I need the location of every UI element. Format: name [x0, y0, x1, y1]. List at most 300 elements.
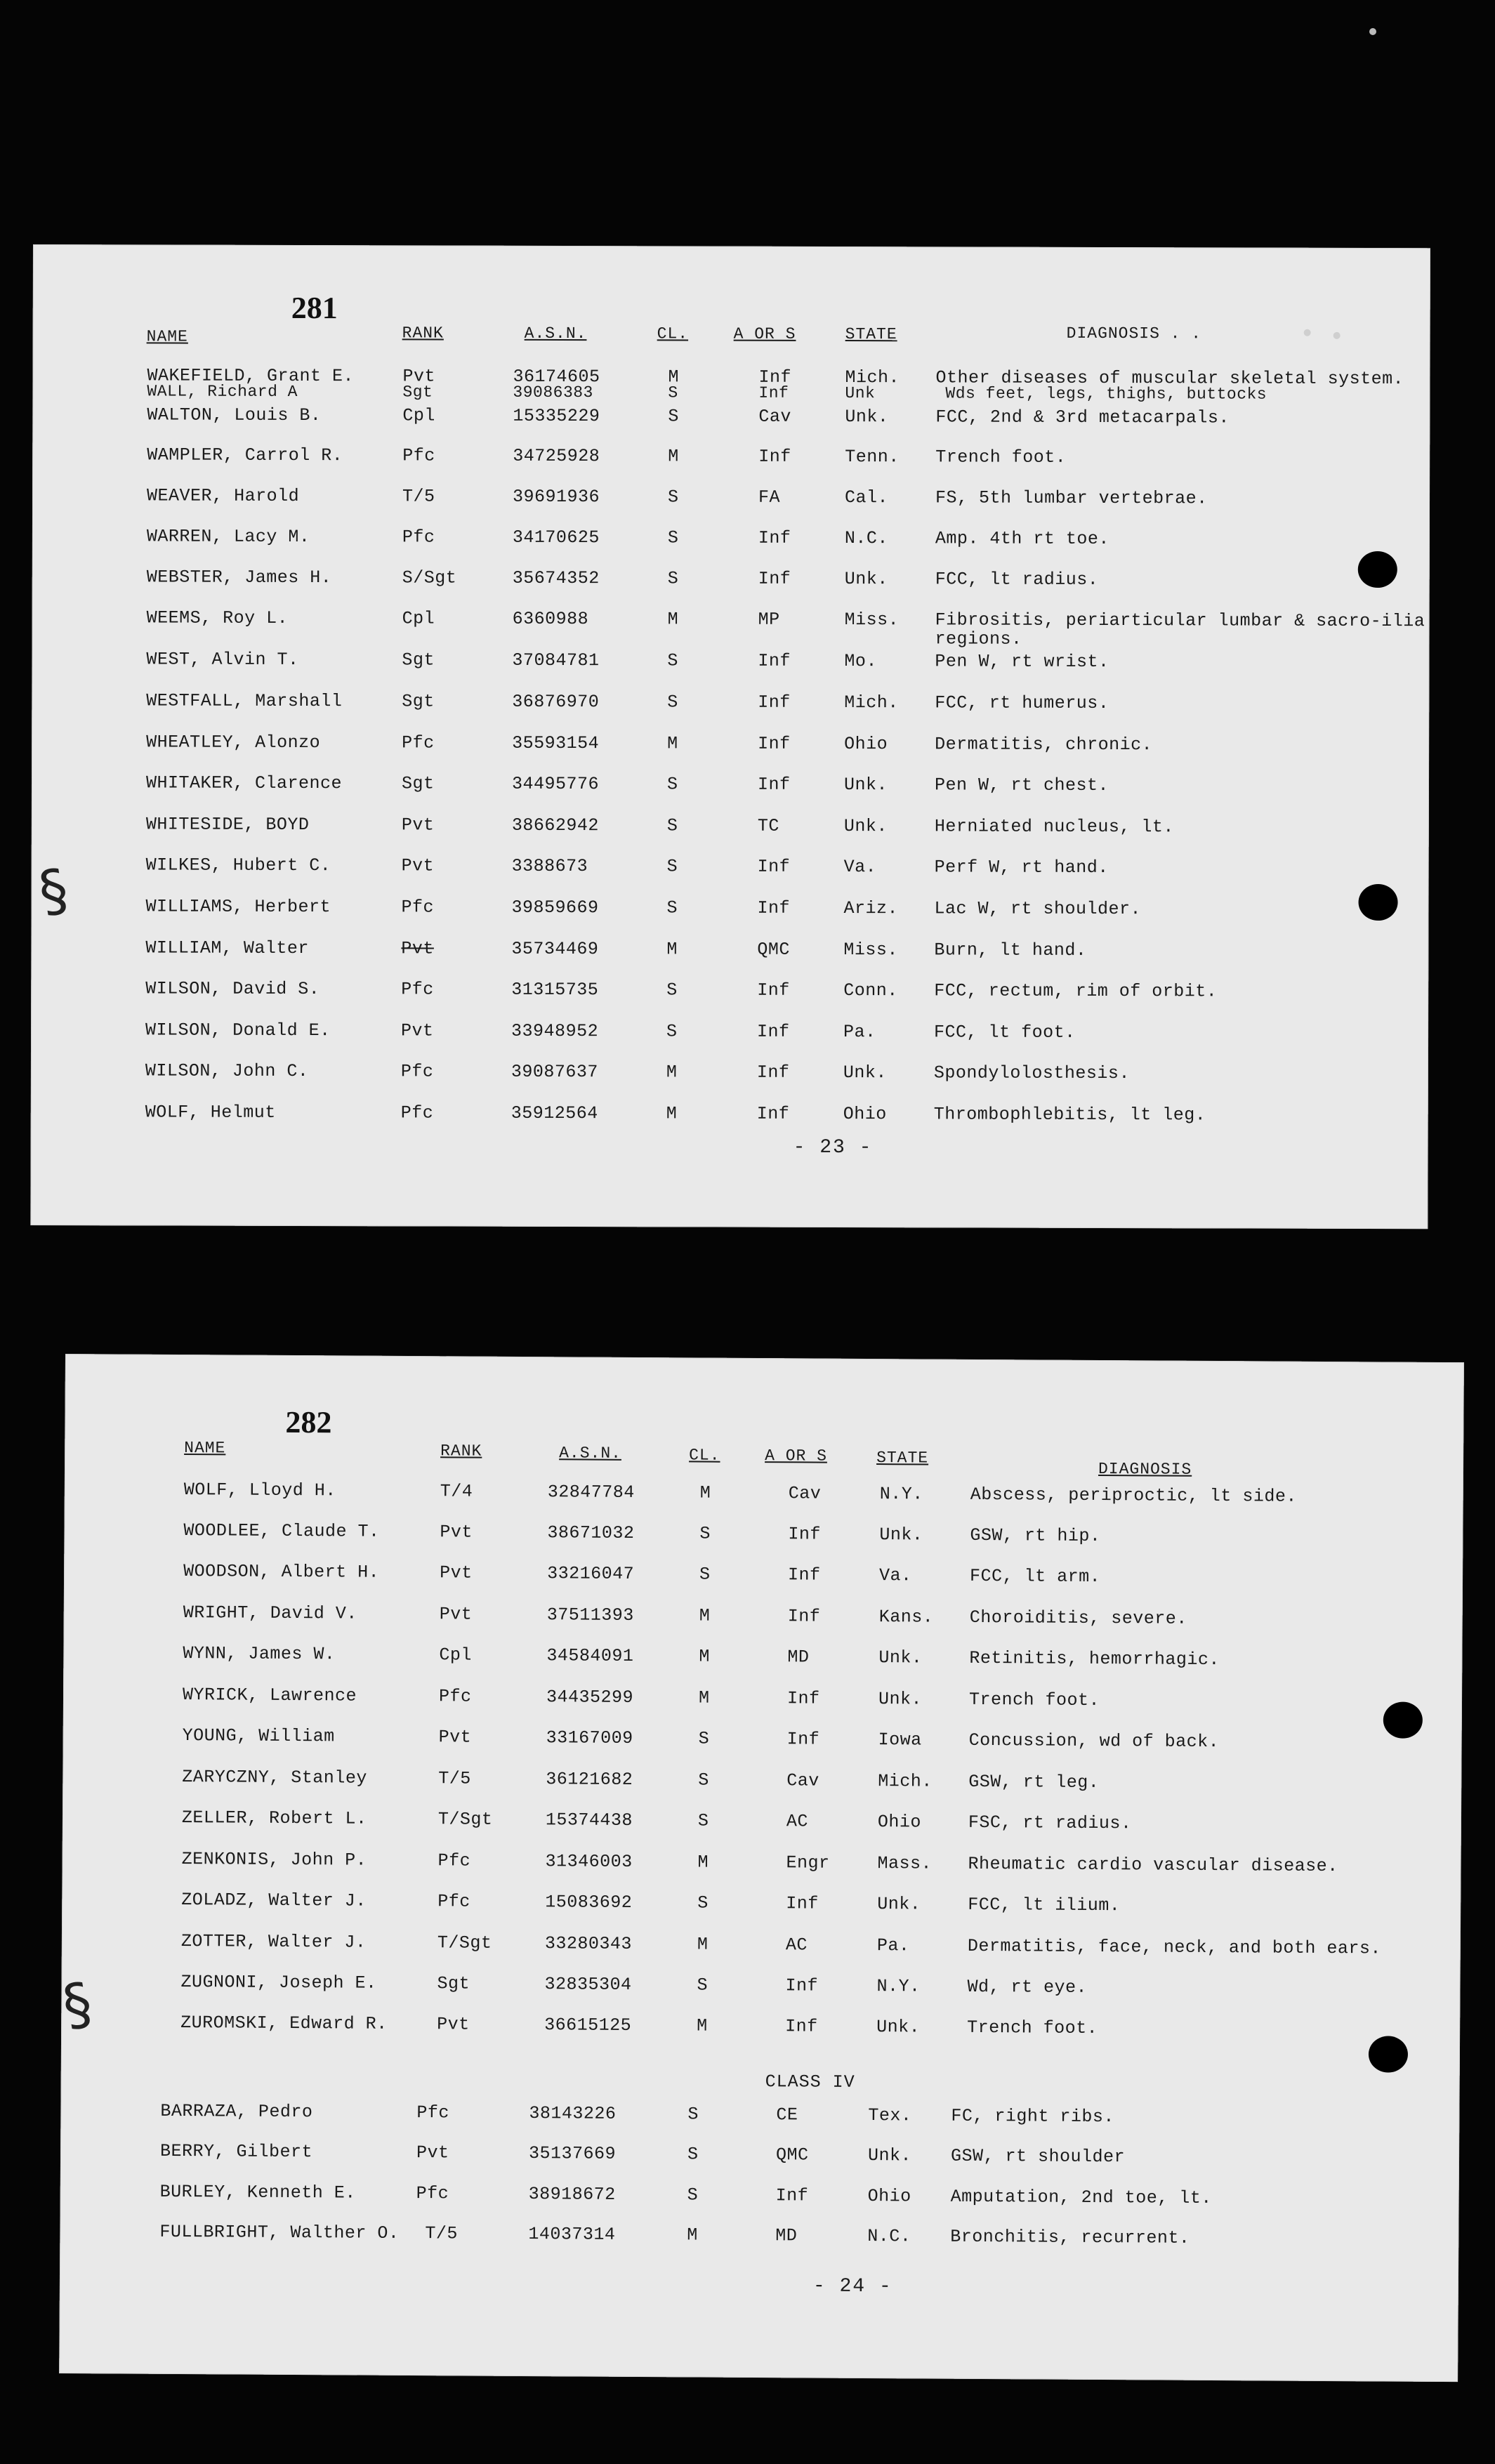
- cell-state: N.Y.: [876, 1976, 921, 1997]
- cell-asn: 34584091: [546, 1645, 634, 1666]
- cell-asn: 39691936: [513, 486, 600, 508]
- cell-a-or-s: MD: [775, 2225, 798, 2246]
- cell-state: Unk.: [843, 1062, 887, 1083]
- cell-rank: Pvt: [401, 815, 435, 836]
- table-row: [31, 978, 1428, 1010]
- cell-name: WHITESIDE, BOYD: [145, 814, 310, 836]
- cell-name: WILSON, Donald E.: [145, 1020, 331, 1041]
- cell-asn: 32847784: [547, 1482, 635, 1503]
- cell-rank: Pfc: [402, 527, 435, 548]
- cell-cl: M: [667, 609, 679, 630]
- cell-a-or-s: Inf: [758, 650, 791, 671]
- header-asn: A.S.N.: [559, 1444, 622, 1463]
- cell-name: WESTFALL, Marshall: [146, 690, 343, 712]
- cell-state: Ohio: [844, 734, 888, 755]
- cell-name: WEEMS, Roy L.: [146, 607, 289, 628]
- paper-speck: [1333, 332, 1341, 339]
- table-row: [60, 2181, 1459, 2218]
- cell-state: Ohio: [843, 1104, 887, 1125]
- cell-diagnosis: Retinitis, hemorrhagic.: [969, 1647, 1220, 1671]
- cell-state: Conn.: [843, 980, 898, 1001]
- cell-state: N.C.: [844, 528, 888, 549]
- cell-asn: 38143226: [529, 2103, 617, 2124]
- page-footer: - 23 -: [793, 1136, 873, 1159]
- cell-name: WILKES, Hubert C.: [145, 855, 331, 876]
- cell-diagnosis: Bronchitis, recurrent.: [950, 2226, 1190, 2248]
- cell-rank: Pvt: [440, 1562, 473, 1583]
- cell-name: WOODSON, Albert H.: [183, 1561, 380, 1583]
- cell-state: Unk.: [879, 1524, 923, 1546]
- table-row: [61, 2012, 1460, 2048]
- cell-cl: S: [667, 692, 678, 713]
- header-cl: CL.: [657, 324, 689, 343]
- cell-name: ZOTTER, Walter J.: [180, 1931, 367, 1953]
- page-footer: - 24 -: [812, 2275, 893, 2298]
- cell-diagnosis: Abscess, periproctic, lt side.: [970, 1484, 1297, 1507]
- table-row: [31, 1102, 1428, 1133]
- cell-cl: S: [667, 568, 679, 589]
- table-row: [60, 2140, 1459, 2177]
- cell-rank: T/Sgt: [437, 1809, 493, 1830]
- roster-page-281: [30, 244, 1430, 1229]
- cell-state: Unk.: [845, 407, 889, 428]
- cell-name: WOLF, Helmut: [145, 1102, 276, 1123]
- cell-name: WILLIAM, Walter: [145, 937, 309, 959]
- cell-rank: Sgt: [401, 773, 435, 794]
- cell-name: WAKEFIELD, Grant E.: [147, 365, 355, 387]
- cell-rank: Pfc: [437, 1850, 471, 1871]
- cell-diagnosis: Pen W, rt wrist.: [935, 651, 1109, 673]
- table-row: [32, 526, 1430, 558]
- table-row: [64, 1602, 1463, 1638]
- cell-a-or-s: TC: [757, 815, 779, 836]
- cell-rank: Pvt: [416, 2142, 449, 2163]
- cell-a-or-s: Inf: [758, 692, 791, 713]
- cell-diagnosis: FCC, lt foot.: [934, 1022, 1076, 1043]
- cell-diagnosis: Amp. 4th rt toe.: [935, 528, 1109, 550]
- cell-a-or-s: Inf: [786, 1688, 820, 1709]
- cell-cl: M: [667, 733, 678, 754]
- cell-a-or-s: Cav: [788, 1483, 822, 1504]
- cell-rank: Pvt: [401, 855, 435, 876]
- cell-cl: S: [687, 2144, 699, 2165]
- cell-a-or-s: AC: [786, 1811, 809, 1832]
- cell-cl: S: [666, 774, 678, 795]
- cell-state: Mich.: [844, 692, 899, 713]
- cell-cl: M: [668, 446, 679, 467]
- cell-cl: M: [698, 1687, 710, 1708]
- cell-a-or-s: Inf: [788, 1564, 821, 1586]
- cell-name: ZUGNONI, Joseph E.: [180, 1972, 377, 1994]
- header-name: NAME: [146, 327, 188, 346]
- cell-state: Unk.: [878, 1689, 923, 1710]
- cell-a-or-s: Inf: [785, 1975, 819, 1996]
- cell-cl: S: [666, 856, 678, 877]
- cell-rank: T/4: [440, 1481, 473, 1502]
- cell-state: Unk.: [878, 1647, 923, 1668]
- cell-diagnosis: Trench foot.: [935, 447, 1067, 468]
- cell-cl: S: [698, 1728, 710, 1749]
- cell-asn: 34170625: [512, 527, 600, 548]
- cell-rank: Pvt: [437, 2014, 470, 2035]
- cell-diagnosis: Other diseases of muscular skeletal system.: [935, 367, 1404, 390]
- cell-a-or-s: MP: [758, 609, 780, 630]
- cell-state: Tex.: [868, 2105, 912, 2126]
- cell-a-or-s: AC: [785, 1935, 808, 1956]
- table-row: [31, 1020, 1428, 1051]
- cell-diagnosis: Fibrositis, periarticular lumbar & sacro-ilia: [935, 610, 1425, 632]
- cell-cl: S: [667, 650, 679, 671]
- cell-asn: 33280343: [544, 1933, 633, 1954]
- table-row: [32, 607, 1430, 650]
- cell-a-or-s: Inf: [787, 1606, 821, 1627]
- cell-name: FULLBRIGHT, Walther O.: [159, 2221, 400, 2244]
- header-asn: A.S.N.: [524, 324, 587, 343]
- cell-a-or-s: Inf: [785, 2016, 818, 2037]
- cell-cl: S: [668, 406, 679, 427]
- cell-asn: 35137669: [528, 2143, 617, 2164]
- cell-name: BARRAZA, Pedro: [160, 2100, 313, 2123]
- cell-a-or-s: Inf: [758, 383, 789, 402]
- table-row: [32, 732, 1429, 763]
- header-rank: RANK: [440, 1442, 482, 1461]
- cell-name: BURLEY, Kenneth E.: [159, 2181, 356, 2203]
- cell-diagnosis: FC, right ribs.: [951, 2105, 1115, 2128]
- cell-diagnosis: FS, 5th lumbar vertebrae.: [935, 487, 1208, 509]
- table-row: [63, 1684, 1462, 1720]
- scan-speck: [1369, 28, 1376, 35]
- cell-state: Tenn.: [845, 447, 900, 468]
- cell-cl: S: [668, 383, 678, 402]
- punch-hole: [1358, 551, 1397, 588]
- table-row: [62, 1807, 1461, 1843]
- cell-asn: 33167009: [546, 1727, 633, 1748]
- cell-rank: Pfc: [400, 1061, 434, 1082]
- cell-asn: 39086383: [513, 383, 593, 402]
- cell-a-or-s: Inf: [757, 774, 791, 795]
- cell-rank: Pfc: [438, 1686, 472, 1707]
- cell-state: N.C.: [867, 2226, 911, 2247]
- cell-asn: 38662942: [511, 815, 599, 836]
- cell-asn: 34495776: [511, 773, 600, 795]
- cell-diagnosis: FSC, rt radius.: [968, 1812, 1132, 1834]
- cell-rank: Pfc: [402, 445, 435, 466]
- cell-name: ZUROMSKI, Edward R.: [180, 2012, 388, 2034]
- table-row: [32, 485, 1430, 517]
- cell-rank: Pfc: [437, 1891, 470, 1912]
- table-row: [63, 1725, 1462, 1761]
- cell-state: Mo.: [844, 651, 878, 672]
- cell-state: Ohio: [877, 1812, 922, 1833]
- cell-asn: 37084781: [512, 650, 600, 671]
- cell-a-or-s: FA: [758, 487, 781, 508]
- cell-diagnosis: Herniated nucleus, lt.: [934, 816, 1174, 838]
- table-row: [65, 1479, 1463, 1515]
- cell-asn: 37511393: [546, 1605, 634, 1626]
- cell-diagnosis: Perf W, rt hand.: [934, 857, 1109, 878]
- cell-a-or-s: Cav: [758, 406, 791, 427]
- cell-state: N.Y.: [879, 1484, 923, 1505]
- table-row: [32, 814, 1429, 845]
- cell-state: Mich.: [878, 1771, 933, 1792]
- cell-asn: 14037314: [528, 2224, 616, 2245]
- cell-rank: Pfc: [402, 732, 435, 753]
- cell-rank: T/5: [402, 486, 435, 507]
- cell-name: WILSON, David S.: [145, 978, 320, 1000]
- cell-name: WEBSTER, James H.: [146, 567, 332, 588]
- cell-name: WILLIAMS, Herbert: [145, 896, 331, 918]
- cell-cl: S: [698, 1770, 709, 1791]
- cell-diagnosis: Trench foot.: [968, 1689, 1100, 1711]
- roster-page-282: [59, 1354, 1464, 2382]
- cell-rank: Pvt: [439, 1604, 473, 1625]
- paper-speck: [1304, 329, 1311, 336]
- cell-asn: 36876970: [512, 691, 600, 713]
- cell-asn: 6360988: [512, 608, 589, 630]
- cell-a-or-s: CE: [776, 2104, 798, 2126]
- cell-asn: 36174605: [513, 366, 600, 388]
- cell-cl: S: [697, 1892, 709, 1913]
- cell-diagnosis: FCC, rectum, rim of orbit.: [934, 980, 1218, 1002]
- cell-cl: M: [668, 367, 680, 388]
- cell-cl: M: [699, 1482, 711, 1503]
- ink-mark: §: [58, 1970, 97, 2039]
- cell-rank: Cpl: [402, 405, 435, 426]
- cell-name: YOUNG, William: [182, 1725, 335, 1747]
- cell-cl: S: [699, 1523, 711, 1544]
- cell-state: Pa.: [876, 1935, 910, 1956]
- cell-asn: 15374438: [545, 1810, 633, 1831]
- cell-state: Cal.: [845, 487, 889, 508]
- cell-state: Mich.: [845, 367, 900, 388]
- cell-state: Unk.: [843, 816, 888, 837]
- header-a-or-s: A OR S: [765, 1447, 828, 1465]
- cell-asn: 35593154: [512, 732, 600, 754]
- cell-name: WALL, Richard A: [147, 382, 298, 401]
- cell-a-or-s: Inf: [757, 1021, 790, 1042]
- cell-rank: Sgt: [402, 650, 435, 671]
- table-row: [32, 649, 1429, 680]
- cell-name: WALTON, Louis B.: [147, 404, 322, 426]
- cell-rank: Sgt: [402, 383, 433, 402]
- cell-a-or-s: Inf: [758, 527, 791, 548]
- cell-diagnosis: GSW, rt shoulder: [950, 2145, 1126, 2168]
- cell-rank: Pvt: [401, 938, 434, 959]
- cell-asn: 36615125: [544, 2015, 632, 2036]
- cell-name: BERRY, Gilbert: [159, 2140, 313, 2163]
- cell-diagnosis: GSW, rt hip.: [970, 1524, 1101, 1547]
- cell-asn: 15335229: [513, 405, 600, 427]
- cell-diagnosis: FCC, rt humerus.: [935, 692, 1109, 714]
- cell-cl: S: [687, 2185, 699, 2206]
- cell-diagnosis: Dermatitis, face, neck, and both ears.: [967, 1935, 1382, 1959]
- cell-rank: Sgt: [437, 1973, 470, 1994]
- cell-rank: Pvt: [438, 1727, 472, 1748]
- cell-a-or-s: Inf: [758, 367, 792, 388]
- class-heading: CLASS IV: [765, 2071, 855, 2093]
- cell-state: Unk.: [877, 1894, 921, 1915]
- cell-asn: 38918672: [528, 2184, 616, 2205]
- table-row: [63, 1642, 1462, 1679]
- cell-a-or-s: Inf: [756, 1062, 790, 1083]
- cell-diagnosis: Trench foot.: [967, 2017, 1098, 2038]
- cell-name: WARREN, Lacy M.: [146, 526, 310, 548]
- cell-asn: 33948952: [511, 1020, 599, 1042]
- table-row: [32, 404, 1430, 436]
- table-row: [32, 690, 1429, 722]
- cell-asn: 35674352: [512, 567, 600, 589]
- cell-a-or-s: Inf: [757, 980, 790, 1001]
- cell-state: Iowa: [878, 1730, 922, 1751]
- cell-rank: Pvt: [402, 366, 436, 387]
- cell-asn: 39859669: [511, 897, 599, 918]
- cell-a-or-s: Inf: [756, 1103, 790, 1124]
- cell-state: Unk.: [867, 2145, 912, 2166]
- cell-diagnosis: Concussion, wd of back.: [968, 1730, 1220, 1753]
- cell-name: ZELLER, Robert L.: [181, 1807, 367, 1829]
- cell-rank: Sgt: [402, 691, 435, 712]
- cell-state: Unk: [845, 384, 876, 403]
- cell-a-or-s: Engr: [786, 1852, 830, 1873]
- header-rank: RANK: [402, 324, 444, 343]
- cell-name: WEAVER, Harold: [147, 485, 300, 506]
- header-state: STATE: [876, 1449, 929, 1468]
- table-row: [60, 2221, 1458, 2258]
- cell-cl: M: [666, 1103, 678, 1124]
- cell-asn: 35912564: [511, 1102, 598, 1124]
- table-row: [32, 444, 1430, 476]
- cell-cl: S: [666, 815, 678, 836]
- cell-asn: 32835304: [544, 1974, 632, 1995]
- table-row: [60, 2100, 1459, 2137]
- cell-asn: 34725928: [513, 445, 600, 467]
- cell-rank: S/Sgt: [402, 567, 457, 588]
- cell-cl: M: [697, 1852, 709, 1873]
- cell-asn: 31346003: [545, 1851, 633, 1872]
- cell-state: Unk.: [844, 569, 888, 590]
- table-row: [62, 1889, 1461, 1925]
- cell-cl: S: [697, 1810, 709, 1831]
- cell-cl: M: [697, 2015, 708, 2036]
- cell-cl: M: [699, 1605, 711, 1626]
- cell-cl: M: [666, 1062, 678, 1083]
- page-number: 281: [291, 290, 338, 326]
- header-a-or-s: A OR S: [733, 324, 796, 343]
- cell-rank: Cpl: [402, 608, 435, 629]
- cell-diagnosis: Rheumatic cardio vascular disease.: [968, 1853, 1338, 1877]
- ink-mark: §: [34, 856, 73, 925]
- cell-diagnosis: Burn, lt hand.: [934, 940, 1087, 961]
- cell-name: WOLF, Lloyd H.: [183, 1480, 336, 1501]
- header-diagnosis: DIAGNOSIS . .: [1066, 324, 1202, 343]
- cell-name: WAMPLER, Carrol R.: [147, 444, 343, 466]
- cell-state: Unk.: [876, 2017, 921, 2038]
- cell-a-or-s: Inf: [758, 446, 791, 467]
- table-row: [31, 896, 1428, 928]
- cell-rank: Pfc: [400, 1102, 434, 1124]
- page-number: 282: [285, 1404, 332, 1440]
- cell-rank: T/Sgt: [437, 1932, 492, 1954]
- header-state: STATE: [845, 325, 897, 344]
- table-row: [61, 1971, 1460, 2008]
- cell-rank: T/5: [425, 2223, 458, 2244]
- cell-cl: M: [697, 1934, 709, 1955]
- cell-diagnosis: Amputation, 2nd toe, lt.: [950, 2186, 1212, 2208]
- cell-rank: Pvt: [440, 1522, 473, 1543]
- header-name: NAME: [184, 1439, 226, 1458]
- cell-diagnosis: GSW, rt leg.: [968, 1771, 1100, 1793]
- cell-cl: S: [666, 897, 678, 918]
- cell-rank: Pfc: [401, 897, 435, 918]
- cell-diagnosis: FCC, lt ilium.: [968, 1894, 1121, 1916]
- punch-hole: [1358, 884, 1397, 921]
- header-cl: CL.: [689, 1446, 720, 1465]
- cell-cl: S: [668, 487, 679, 508]
- table-row: [32, 567, 1430, 598]
- cell-state: Ariz.: [843, 898, 899, 919]
- cell-asn: 36121682: [546, 1769, 633, 1790]
- cell-asn: 34435299: [546, 1687, 634, 1708]
- cell-a-or-s: Inf: [758, 733, 791, 754]
- table-row: [32, 855, 1429, 886]
- cell-name: WRIGHT, David V.: [183, 1602, 357, 1624]
- cell-diagnosis: Wd, rt eye.: [967, 1976, 1088, 1998]
- table-row: [31, 1060, 1428, 1092]
- cell-a-or-s: Inf: [786, 1729, 820, 1750]
- cell-rank: Pfc: [416, 2183, 449, 2204]
- cell-state: Pa.: [843, 1022, 876, 1043]
- cell-state: Va.: [879, 1565, 912, 1586]
- cell-state: Unk.: [843, 775, 888, 796]
- cell-diagnosis: Wds feet, legs, thighs, buttocks: [945, 384, 1267, 404]
- cell-a-or-s: Inf: [758, 568, 791, 589]
- punch-hole: [1383, 1701, 1423, 1738]
- cell-state: Miss.: [843, 940, 898, 961]
- cell-cl: S: [667, 527, 679, 548]
- cell-diagnosis: FCC, lt radius.: [935, 569, 1099, 590]
- table-row: [32, 772, 1429, 804]
- cell-a-or-s: Inf: [757, 897, 791, 918]
- cell-name: WOODLEE, Claude T.: [183, 1520, 380, 1542]
- cell-name: ZENKONIS, John P.: [181, 1849, 367, 1871]
- cell-diagnosis: Pen W, rt chest.: [934, 775, 1109, 796]
- cell-diagnosis: Thrombophlebitis, lt leg.: [933, 1104, 1206, 1126]
- cell-cl: S: [666, 1021, 678, 1042]
- cell-diagnosis: Spondylolosthesis.: [933, 1062, 1130, 1084]
- cell-asn: 39087637: [511, 1061, 598, 1083]
- cell-state: Miss.: [844, 610, 900, 631]
- cell-cl: M: [666, 939, 678, 960]
- cell-diagnosis-continued: regions.: [935, 628, 1022, 650]
- cell-cl: M: [699, 1646, 710, 1667]
- header-diagnosis: DIAGNOSIS: [1098, 1459, 1192, 1479]
- cell-cl: M: [687, 2225, 698, 2246]
- cell-cl: S: [699, 1564, 711, 1585]
- cell-name: WYNN, James W.: [183, 1643, 336, 1665]
- cell-name: ZOLADZ, Walter J.: [181, 1890, 367, 1911]
- cell-cl: S: [687, 2104, 699, 2125]
- cell-rank: Pfc: [401, 979, 434, 1000]
- table-row: [64, 1520, 1463, 1556]
- table-row: [62, 1930, 1461, 1967]
- cell-diagnosis: Choroiditis, severe.: [969, 1607, 1187, 1629]
- cell-asn: 15083692: [545, 1892, 633, 1913]
- cell-state: Va.: [843, 857, 877, 878]
- cell-rank: T/5: [438, 1768, 471, 1789]
- cell-name: WYRICK, Lawrence: [182, 1685, 357, 1706]
- cell-asn: 33216047: [547, 1563, 635, 1584]
- cell-rank: Pvt: [401, 1020, 434, 1041]
